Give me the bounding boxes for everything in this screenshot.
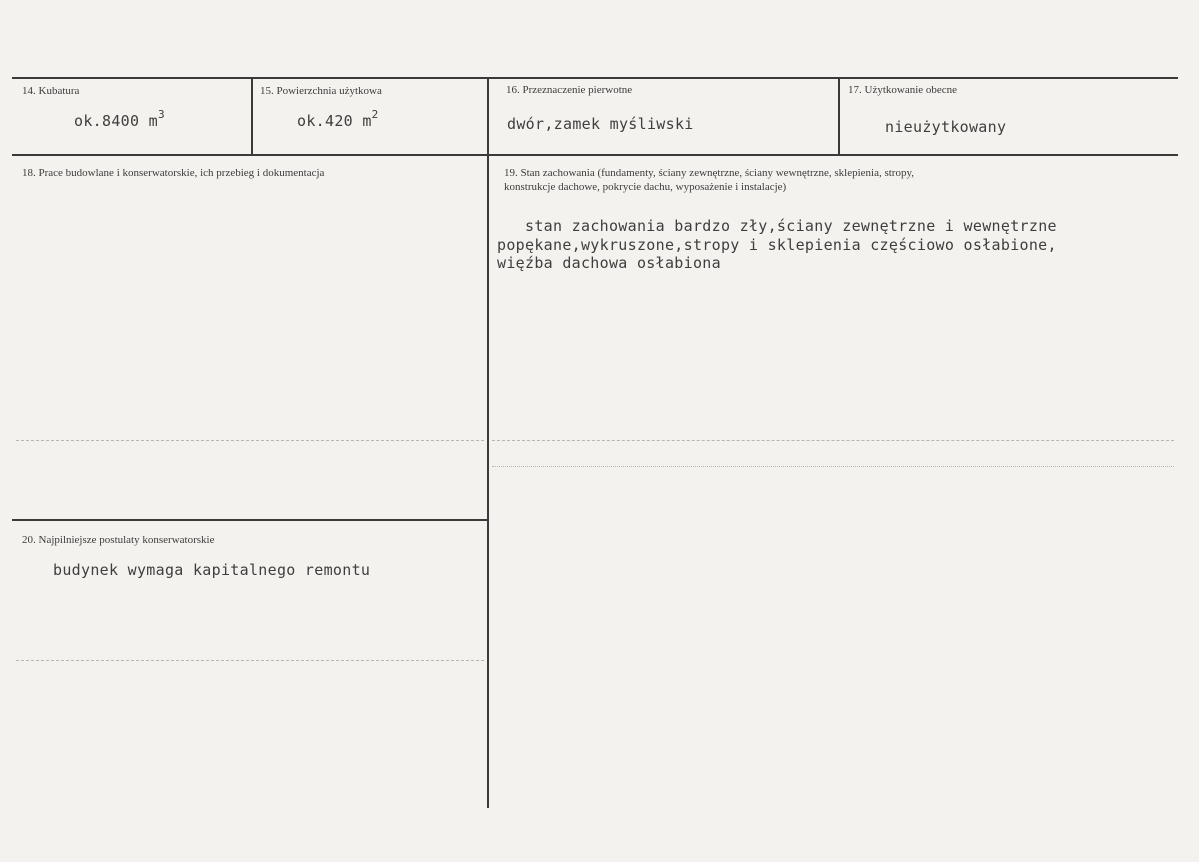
field18-bottom-rule (12, 519, 487, 521)
field-16-label: 16. Przeznaczenie pierwotne (506, 84, 633, 96)
divider-14-15 (251, 78, 253, 154)
field-14-value-text: ok.8400 m (74, 112, 158, 130)
field-16-value: dwór,zamek myśliwski (507, 115, 694, 133)
faint-guide-line (16, 440, 484, 441)
field-17-value: nieużytkowany (885, 118, 1007, 136)
field-14-value-exponent: 3 (157, 108, 165, 121)
field-14-label: 14. Kubatura (22, 85, 80, 97)
field-20-value: budynek wymaga kapitalnego remontu (53, 561, 371, 579)
field-19-text-line2: popękane,wykruszone,stropy i sklepienia częściowo osłabione, (497, 236, 1057, 254)
divider-main (487, 78, 489, 808)
row1-bottom-rule (12, 154, 1178, 156)
field-14-value (74, 110, 165, 130)
field-17-label: 17. Użytkowanie obecne (848, 84, 958, 96)
field-19-text-line3: więźba dachowa osłabiona (497, 254, 721, 272)
faint-guide-line (492, 466, 1174, 467)
field-15-value (297, 110, 379, 130)
faint-guide-line (16, 660, 484, 661)
field-20-label: 20. Najpilniejsze postulaty konserwatorskie (22, 534, 215, 546)
field-18-label: 18. Prace budowlane i konserwatorskie, ich przebieg i dokumentacja (22, 167, 325, 179)
faint-guide-line (492, 440, 1174, 441)
field-15-label: 15. Powierzchnia użytkowa (260, 85, 382, 97)
field-15-value-exponent: 2 (371, 108, 379, 121)
field-19-text-line1: stan zachowania bardzo zły,ściany zewnętrzne i wewnętrzne (525, 217, 1057, 235)
top-rule (12, 77, 1178, 79)
field-15-value-text: ok.420 m (297, 112, 372, 130)
field-19-label-line1: 19. Stan zachowania (fundamenty, ściany zewnętrzne, ściany wewnętrzne, sklepienia, stropy, (504, 167, 915, 179)
field-19-label-line2: konstrukcje dachowe, pokrycie dachu, wyposażenie i instalacje) (504, 181, 787, 193)
divider-16-17 (838, 78, 840, 154)
